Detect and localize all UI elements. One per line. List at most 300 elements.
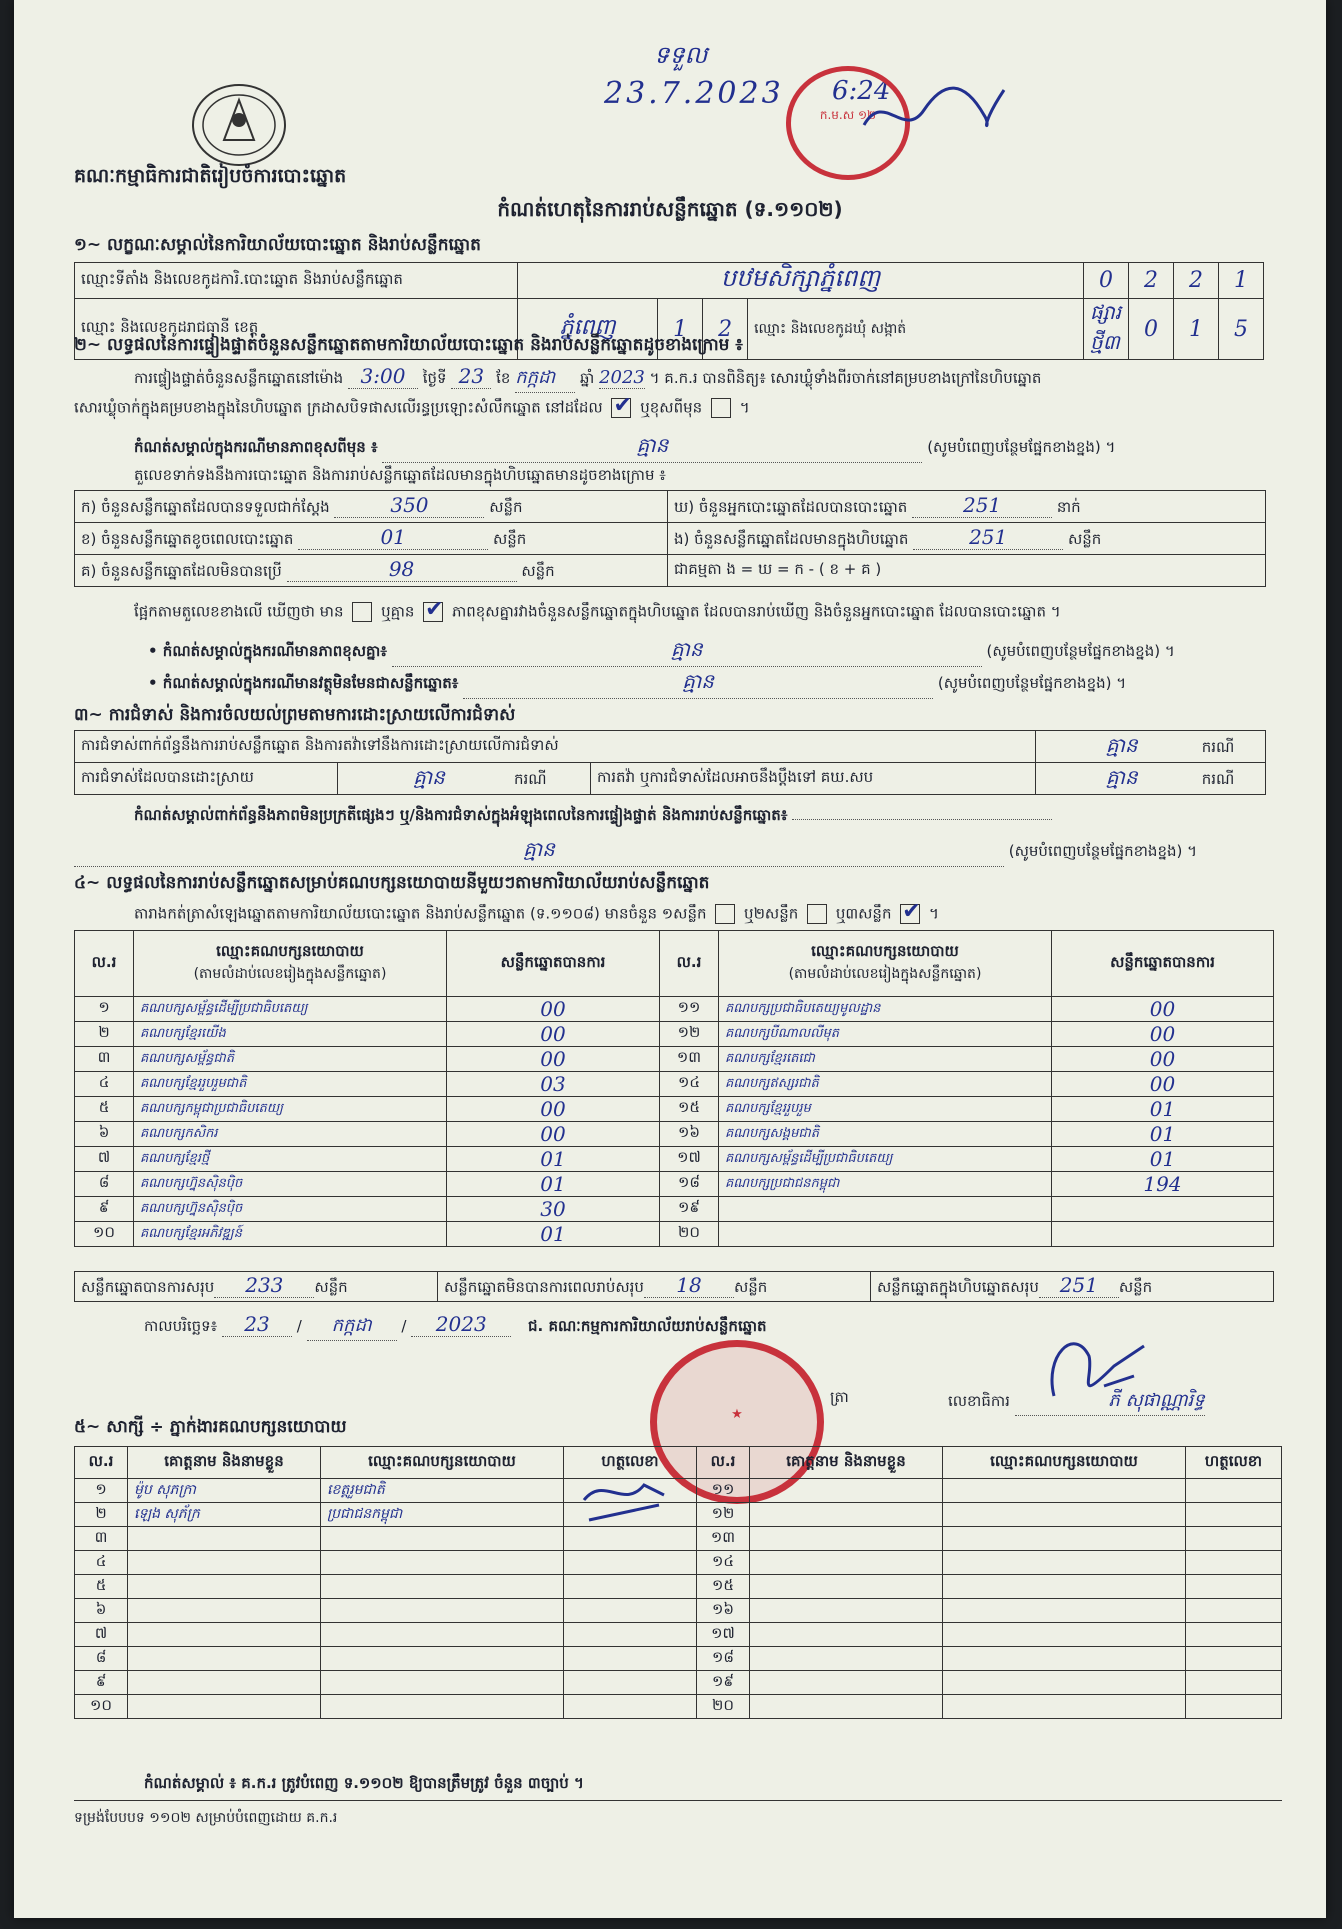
spoiled-ballots-label: ខ) ចំនួនសន្លឹកឆ្នោតខូចពេលបោះឆ្នោត <box>81 530 294 548</box>
party-result-row <box>75 1122 1274 1147</box>
witness-party <box>943 1695 1186 1719</box>
station-code-digit: 1 <box>1219 263 1264 299</box>
verify-line2-text: សោរឃ្លុំចាក់ក្នុងគម្របខាងក្នុងនៃហិបឆ្នោត ក្រដាសបិទផាសលើរន្ធប្រឡោះសំលឹកឆ្នោត នៅដដែល <box>74 398 603 417</box>
date-line: កាលបរិច្ឆេទ៖ 23 / កក្កដា / 2023 ជ. គណៈកម្មការការិយាល័យរាប់សន្លឹកឆ្នោត <box>144 1312 767 1341</box>
total-box-label: សន្លឹកឆ្នោតក្នុងហិបឆ្នោតសរុប <box>877 1278 1039 1296</box>
party-name: គណបក្សខ្មែរតេជោ <box>719 1047 1052 1072</box>
col-no: ល.រ <box>75 931 134 997</box>
section4-heading: ៤~ លទ្ធផលនៃការរាប់សន្លឹកឆ្នោតសម្រាប់គណបក្សនយោបាយនីមួយៗតាមការិយាល័យរាប់សន្លឹកឆ្នោត <box>74 873 710 893</box>
date-day: 23 <box>222 1312 292 1337</box>
witness-party: ខេត្តរួមជាតិ <box>321 1479 564 1503</box>
witness-party <box>321 1599 564 1623</box>
two-sheet-label: ឬ២សន្លឹក <box>744 904 799 923</box>
changed-label: ឬខុសពីមុន <box>640 398 703 417</box>
appeal-value: គ្មាន <box>1105 764 1138 789</box>
col-name: គោត្តនាម និងនាមខ្លួន <box>750 1447 943 1479</box>
col-no: ល.រ <box>660 931 719 997</box>
witness-name <box>750 1551 943 1575</box>
witness-name <box>128 1623 321 1647</box>
party-name: គណបក្សខ្មែររួបរួម <box>719 1097 1052 1122</box>
committee-name: គណៈកម្មាធិការជាតិរៀបចំការបោះឆ្នោត <box>74 165 347 187</box>
party-votes <box>1052 1197 1274 1222</box>
witness-party <box>321 1575 564 1599</box>
witness-signature-cell <box>1186 1575 1282 1599</box>
col-party: ឈ្មោះគណបក្សនយោបាយ <box>811 942 959 960</box>
box-ballots-value: 251 <box>913 525 1063 550</box>
party-no: ៥ <box>75 1097 134 1122</box>
tally-intro: តារាងកត់ត្រាសំឡេងឆ្នោតតាមការិយាល័យបោះឆ្នោត និងរាប់សន្លឹកឆ្នោត (ទ.១១០៨) មានចំនួន ១សន្លឹក <box>134 904 707 923</box>
witness-party: ប្រជាជនកម្ពុជា <box>321 1503 564 1527</box>
witness-name <box>128 1551 321 1575</box>
discrepancy-none-label: ឬគ្មាន <box>381 602 415 621</box>
verify-year-label: ឆ្នាំ <box>579 369 595 387</box>
witness-signature-cell <box>1186 1599 1282 1623</box>
witness-party <box>321 1527 564 1551</box>
witness-name <box>128 1599 321 1623</box>
col-no: ល.រ <box>75 1447 128 1479</box>
witness-party <box>321 1647 564 1671</box>
station-name-value: បឋមសិក្សាភ្នំពេញ <box>518 263 1084 299</box>
witness-name <box>750 1695 943 1719</box>
party-votes: 00 <box>447 1122 660 1147</box>
party-no: ២០ <box>660 1222 719 1247</box>
section3-heading: ៣~ ការជំទាស់ និងការចំលយល់ព្រមតាមការដោះស្រាយលើការជំទាស់ <box>74 705 516 725</box>
party-results-table <box>74 930 1274 1247</box>
witness-no: ១៩ <box>697 1671 750 1695</box>
diff-note <box>148 636 1175 667</box>
change-note-label: កំណត់សម្គាល់ក្នុងករណីមានភាពខុសពីមុន ៖ <box>134 438 378 456</box>
footer-divider <box>74 1800 1282 1801</box>
col-sign: ហត្ថលេខា <box>1186 1447 1282 1479</box>
witness-no: ១២ <box>697 1503 750 1527</box>
party-name: គណបក្សសម្ព័ន្ធដើម្បីប្រជាធិបតេយ្យ <box>134 997 447 1022</box>
witness-no: ២ <box>75 1503 128 1527</box>
party-no: ១៧ <box>660 1147 719 1172</box>
col-party: ឈ្មោះគណបក្សនយោបាយ <box>943 1447 1186 1479</box>
diff-note-hint: (សូមបំពេញបន្ថែមផ្នែកខាងខ្នង) ។ <box>986 642 1175 660</box>
witness-signature <box>574 1470 674 1530</box>
discrepancy-has-label: ផ្អែកតាមតួលេខខាងលើ ឃើញថា មាន <box>134 602 344 621</box>
received-time: 6:24 <box>832 76 891 106</box>
witness-signature-cell <box>564 1623 697 1647</box>
unit: ករណី <box>1201 737 1235 756</box>
witness-row <box>75 1623 1282 1647</box>
date-label: កាលបរិច្ឆេទ៖ <box>144 1317 218 1335</box>
unit: ករណី <box>514 769 547 788</box>
one-sheet-checkbox[interactable] <box>715 904 735 924</box>
party-no: ១៩ <box>660 1197 719 1222</box>
totals-table <box>74 1271 1274 1302</box>
party-votes: 00 <box>1052 1072 1274 1097</box>
commune-label: ឈ្មោះ និងលេខកូដឃុំ សង្កាត់ <box>748 299 1084 360</box>
station-name-label: ឈ្មោះទីតាំង និងលេខកូដការិ.បោះឆ្នោត និងរាប់សន្លឹកឆ្នោត <box>75 263 518 299</box>
party-no: ១៣ <box>660 1047 719 1072</box>
irregularity-note-value: គ្មាន <box>74 836 1004 867</box>
unit: សន្លឹក <box>492 530 527 548</box>
stamp-label: ត្រា <box>830 1388 849 1406</box>
party-votes: 01 <box>1052 1097 1274 1122</box>
emblem <box>184 80 294 170</box>
party-no: ១៤ <box>660 1072 719 1097</box>
witness-row <box>75 1599 1282 1623</box>
province-code-digit: 1 <box>658 299 703 360</box>
commune-code-digit: 0 <box>1129 299 1174 360</box>
verification-line1 <box>134 364 1041 393</box>
verify-month: កក្កដា <box>515 365 575 393</box>
witness-signature-cell <box>564 1551 697 1575</box>
party-votes: 00 <box>447 1097 660 1122</box>
party-name: គណបក្សខ្មែររួបរួមជាតិ <box>134 1072 447 1097</box>
party-no: ១៦ <box>660 1122 719 1147</box>
irregularity-note-label-row <box>134 806 1052 828</box>
two-sheet-checkbox[interactable] <box>807 904 827 924</box>
witness-signature-cell <box>1186 1479 1282 1503</box>
witness-party <box>943 1575 1186 1599</box>
party-result-row <box>75 1097 1274 1122</box>
party-result-row <box>75 997 1274 1022</box>
witness-party <box>943 1479 1186 1503</box>
witness-signature-cell <box>564 1575 697 1599</box>
total-valid-value: 233 <box>214 1273 314 1298</box>
witness-party <box>943 1623 1186 1647</box>
discrepancy-line <box>134 602 1061 625</box>
witness-signature-cell <box>564 1695 697 1719</box>
witness-name <box>750 1503 943 1527</box>
witness-party <box>943 1599 1186 1623</box>
other-note <box>148 668 1126 699</box>
formula: ជាគម្មតា ង = ឃ = ក - ( ខ + គ ) <box>668 555 1266 587</box>
box-ballots-label: ង) ចំនួនសន្លឹកឆ្នោតដែលមានក្នុងហិបឆ្នោត <box>674 530 909 548</box>
received-ballots-value: 350 <box>334 493 484 518</box>
witness-party <box>943 1527 1186 1551</box>
province-label: ឈ្មោះ និងលេខកូដរាជធានី ខេត្ត <box>75 299 518 360</box>
objection-label: ការជំទាស់ពាក់ព័ន្ធនឹងការរាប់សន្លឹកឆ្នោត និងការតវ៉ាទៅនឹងការដោះស្រាយលើការជំទាស់ <box>75 731 1036 763</box>
verify-year: 2023 <box>599 367 645 388</box>
section1-heading: ១~ លក្ខណៈសម្គាល់នៃការិយាល័យបោះឆ្នោត និងរាប់សន្លឹកឆ្នោត <box>74 235 481 255</box>
tally-sheet-count: តារាងកត់ត្រាសំឡេងឆ្នោតតាមការិយាល័យបោះឆ្នោត និងរាប់សន្លឹកឆ្នោត (ទ.១១០៨) មានចំនួន ១សន្លឹក ឬ២សន្លឹក ឬ៣សន្លឹក ✔ ។ <box>134 904 939 927</box>
witness-signature-cell <box>564 1647 697 1671</box>
witness-row <box>75 1503 1282 1527</box>
date-year: 2023 <box>411 1312 511 1337</box>
section5-heading: ៥~ សាក្សី ÷ ភ្នាក់ងារគណបក្សនយោបាយ <box>74 1417 347 1437</box>
witness-no: ១៣ <box>697 1527 750 1551</box>
unit: សន្លឹក <box>1067 530 1102 548</box>
party-votes: 00 <box>447 997 660 1022</box>
col-party-sub: (តាមលំដាប់លេខរៀងក្នុងសន្លឹកឆ្នោត) <box>193 966 387 982</box>
witness-row <box>75 1479 1282 1503</box>
party-no: ១១ <box>660 997 719 1022</box>
party-name: គណបក្សកសិករ <box>134 1122 447 1147</box>
witness-signature-cell <box>1186 1527 1282 1551</box>
party-votes: 194 <box>1052 1172 1274 1197</box>
witness-no: ១៤ <box>697 1551 750 1575</box>
party-no: ១ <box>75 997 134 1022</box>
witness-no: ១៨ <box>697 1647 750 1671</box>
col-sign: ហត្ថលេខា <box>564 1447 697 1479</box>
party-result-row <box>75 1197 1274 1222</box>
party-name: គណបក្សបីណាលលីមុត <box>719 1022 1052 1047</box>
station-code-digit: 0 <box>1084 263 1129 299</box>
party-no: ២ <box>75 1022 134 1047</box>
witness-signature-cell <box>564 1671 697 1695</box>
witness-party <box>321 1671 564 1695</box>
party-name: គណបក្សកម្ពុជាប្រជាធិបតេយ្យ <box>134 1097 447 1122</box>
witness-name <box>750 1575 943 1599</box>
date-month: កក្កដា <box>307 1313 397 1341</box>
other-note-value: គ្មាន <box>463 668 933 699</box>
three-sheet-checkbox[interactable] <box>900 904 920 924</box>
witness-row <box>75 1551 1282 1575</box>
witness-signature-cell <box>1186 1551 1282 1575</box>
party-name <box>719 1197 1052 1222</box>
witness-row <box>75 1575 1282 1599</box>
party-votes: 01 <box>447 1172 660 1197</box>
witness-row <box>75 1671 1282 1695</box>
committee-label: ជ. គណៈកម្មការការិយាល័យរាប់សន្លឹកឆ្នោត <box>528 1317 767 1335</box>
secretary-signature <box>1034 1316 1154 1416</box>
receiver-signature <box>854 70 1014 150</box>
total-invalid-label: សន្លឹកឆ្នោតមិនបានការពេលរាប់សរុប <box>444 1278 644 1296</box>
unit: សន្លឹក <box>521 562 555 580</box>
party-votes: 01 <box>447 1147 660 1172</box>
col-votes: សន្លឹកឆ្នោតបានការ <box>447 931 660 997</box>
verify-day: 23 <box>451 364 491 389</box>
party-votes: 00 <box>1052 1022 1274 1047</box>
verify-day-label: ថ្ងៃទី <box>422 369 447 387</box>
party-votes: 00 <box>1052 997 1274 1022</box>
diff-note-value: គ្មាន <box>392 636 982 667</box>
party-no: ៤ <box>75 1072 134 1097</box>
party-name: គណបក្សសម្ព័ន្ធដើម្បីប្រជាធិបតេយ្យ <box>719 1147 1052 1172</box>
province-value: ភ្នំពេញ <box>518 299 658 360</box>
objection-value: គ្មាន <box>1105 732 1138 757</box>
party-no: ១២ <box>660 1022 719 1047</box>
party-name: គណបក្សខ្មែរយើង <box>134 1022 447 1047</box>
witness-table <box>74 1446 1282 1719</box>
witness-name <box>750 1527 943 1551</box>
ballot-counts-table <box>74 490 1266 587</box>
col-party: ឈ្មោះគណបក្សនយោបាយ <box>321 1447 564 1479</box>
section5-note: កំណត់សម្គាល់ ៖ គ.ក.រ ត្រូវបំពេញ ទ.១១០២ ឱ្យបានត្រឹមត្រូវ ចំនួន ៣ច្បាប់ ។ <box>144 1774 584 1792</box>
witness-no: ៣ <box>75 1527 128 1551</box>
total-box-value: 251 <box>1039 1273 1119 1298</box>
witness-signature-cell <box>564 1527 697 1551</box>
witness-signature-cell <box>564 1599 697 1623</box>
party-no: ៧ <box>75 1147 134 1172</box>
irregularity-note-label: កំណត់សម្គាល់ពាក់ព័ន្ធនឹងភាពមិនប្រក្រតីផ្សេងៗ ឬ/និងការជំទាស់ក្នុងអំឡុងពេលនៃការផ្ទៀងផ្ទាត់ និងការរាប់សន្លឹកឆ្នោត៖ <box>134 806 788 824</box>
witness-signature-cell <box>1186 1671 1282 1695</box>
witness-row <box>75 1695 1282 1719</box>
col-no: ល.រ <box>697 1447 750 1479</box>
party-no: ១៨ <box>660 1172 719 1197</box>
witness-party <box>943 1671 1186 1695</box>
party-name: គណបក្សហ្វ៊ុនស៊ិនប៉ិច <box>134 1172 447 1197</box>
ballot-count-record-sheet <box>14 0 1326 1918</box>
received-ballots-label: ក) ចំនួនសន្លឹកឆ្នោតដែលបានទទួលជាក់ស្តែង <box>81 498 330 516</box>
party-no: ៣ <box>75 1047 134 1072</box>
witness-no: ១៦ <box>697 1599 750 1623</box>
witness-name <box>750 1599 943 1623</box>
party-name: គណបក្សខ្មែរថ្មី <box>134 1147 447 1172</box>
commune-code-digit: 1 <box>1174 299 1219 360</box>
counts-intro: តួលេខទាក់ទងនឹងការបោះឆ្នោត និងការរាប់សន្លឹកឆ្នោតដែលមានក្នុងហិបឆ្នោតមានដូចខាងក្រោម ៖ <box>134 466 666 484</box>
unit: សន្លឹក <box>314 1278 348 1296</box>
party-no: ៦ <box>75 1122 134 1147</box>
station-code-digit: 2 <box>1174 263 1219 299</box>
witness-party <box>321 1695 564 1719</box>
party-votes: 00 <box>447 1022 660 1047</box>
spoiled-ballots-value: 01 <box>298 525 488 550</box>
unit: សន្លឹក <box>1118 1278 1153 1296</box>
witness-no: ១៥ <box>697 1575 750 1599</box>
footer-text: ទម្រង់បែបបទ ១១០២ សម្រាប់បំពេញដោយ គ.ក.រ <box>74 1810 338 1826</box>
witness-no: ២០ <box>697 1695 750 1719</box>
change-note-value: គ្មាន <box>382 432 922 463</box>
witness-no: ១០ <box>75 1695 128 1719</box>
witness-row <box>75 1647 1282 1671</box>
verify-intro-end: ។ គ.ក.រ បានពិនិត្យ៖ សោរឃ្លុំទាំងពីរចាក់នៅគម្របខាងក្រៅនៃហិបឆ្នោត <box>649 369 1042 387</box>
party-no: ៨ <box>75 1172 134 1197</box>
party-name: គណបក្សសម្ព័ន្ធជាតិ <box>134 1047 447 1072</box>
discrepancy-text: ភាពខុសគ្នារវាងចំនួនសន្លឹកឆ្នោតក្នុងហិបឆ្នោត ដែលបានរាប់ឃើញ និងចំនួនអ្នកបោះឆ្នោត ដែលបានបោះឆ្នោត ។ <box>451 602 1061 621</box>
party-no: ១០ <box>75 1222 134 1247</box>
party-votes: 01 <box>1052 1147 1274 1172</box>
resolved-value: គ្មាន <box>413 764 445 789</box>
party-result-row <box>75 1022 1274 1047</box>
witness-no: ១១ <box>697 1479 750 1503</box>
witness-party <box>943 1503 1186 1527</box>
other-note-hint: (សូមបំពេញបន្ថែមផ្នែកខាងខ្នង) ។ <box>937 674 1127 692</box>
received-note: ទទួល <box>654 41 708 69</box>
witness-no: ៥ <box>75 1575 128 1599</box>
witness-row <box>75 1527 1282 1551</box>
party-name: គណបក្សឥស្សរជាតិ <box>719 1072 1052 1097</box>
witness-no: ៨ <box>75 1647 128 1671</box>
received-date: 23.7.2023 <box>604 76 784 111</box>
party-name: គណបក្សខ្មែរអភិវឌ្ឍន៍ <box>134 1222 447 1247</box>
verify-time: 3:00 <box>348 364 418 389</box>
witness-name: ឡេង សុភ័ក្រ <box>128 1503 321 1527</box>
witness-party <box>943 1647 1186 1671</box>
party-result-row <box>75 1222 1274 1247</box>
same-checkbox[interactable] <box>611 398 631 418</box>
party-result-row <box>75 1147 1274 1172</box>
witness-signature-cell <box>1186 1623 1282 1647</box>
total-valid-label: សន្លឹកឆ្នោតបានការសរុប <box>81 1278 215 1296</box>
witness-party <box>321 1551 564 1575</box>
party-name: គណបក្សប្រជាជនកម្ពុជា <box>719 1172 1052 1197</box>
party-no: ៩ <box>75 1197 134 1222</box>
party-votes: 01 <box>1052 1122 1274 1147</box>
party-votes: 00 <box>1052 1047 1274 1072</box>
party-name: គណបក្សសង្គមជាតិ <box>719 1122 1052 1147</box>
witness-no: ៩ <box>75 1671 128 1695</box>
resolved-label: ការជំទាស់ដែលបានដោះស្រាយ <box>75 763 338 795</box>
party-result-row <box>75 1047 1274 1072</box>
changed-checkbox[interactable] <box>711 398 731 418</box>
total-invalid-value: 18 <box>644 1273 734 1298</box>
witness-name <box>128 1527 321 1551</box>
verify-month-label: ខែ <box>496 369 511 387</box>
voters-value: 251 <box>912 493 1052 518</box>
irregularity-note-row <box>74 836 1197 867</box>
party-votes: 30 <box>447 1197 660 1222</box>
secretary-name: ភី សុផាណ្ណារិទ្ធ <box>1015 1388 1205 1416</box>
witness-no: ១៧ <box>697 1623 750 1647</box>
party-votes: 00 <box>447 1047 660 1072</box>
change-note <box>134 432 1115 463</box>
document-title: កំណត់ហេតុនៃការរាប់សន្លឹកឆ្នោត (ទ.១១០២) <box>497 197 843 221</box>
witness-no: ៦ <box>75 1599 128 1623</box>
witness-name <box>750 1671 943 1695</box>
change-note-hint: (សូមបំពេញបន្ថែមផ្នែកខាងខ្នង) ។ <box>927 438 1116 456</box>
party-name: គណបក្សប្រជាធិបតេយ្យមូលដ្ឋាន <box>719 997 1052 1022</box>
three-sheet-label: ឬ៣សន្លឹក <box>835 904 892 923</box>
secretary-label: លេខាធិការ <box>948 1392 1010 1410</box>
unit: នាក់ <box>1056 498 1081 516</box>
witness-no: ១ <box>75 1479 128 1503</box>
witness-name <box>128 1575 321 1599</box>
witness-signature-cell <box>1186 1647 1282 1671</box>
objections-table <box>74 730 1266 795</box>
other-note-label: • កំណត់សម្គាល់ក្នុងករណីមានវត្ថុមិនមែនជាសន្លឹកឆ្នោត៖ <box>148 674 459 692</box>
party-votes: 03 <box>447 1072 660 1097</box>
verification-line2: សោរឃ្លុំចាក់ក្នុងគម្របខាងក្នុងនៃហិបឆ្នោត ក្រដាសបិទផាសលើរន្ធប្រឡោះសំលឹកឆ្នោត នៅដដែល ✔ ឬខុសពីមុន ។ <box>74 398 750 421</box>
witness-name <box>750 1623 943 1647</box>
verify-time-label: ការផ្ទៀងផ្ទាត់ចំនួនសន្លឹកឆ្នោតនៅម៉ោង <box>134 369 344 387</box>
party-result-row <box>75 1172 1274 1197</box>
col-name: គោត្តនាម និងនាមខ្លួន <box>128 1447 321 1479</box>
party-result-row <box>75 1072 1274 1097</box>
appeal-label: ការតវ៉ា ឬការជំទាស់ដែលអាចនឹងប្តឹងទៅ គឃ.សប <box>591 763 1036 795</box>
col-party: ឈ្មោះគណបក្សនយោបាយ <box>216 942 364 960</box>
no-discrepancy-checkbox[interactable] <box>423 602 443 622</box>
has-discrepancy-checkbox[interactable] <box>352 602 372 622</box>
witness-name: ម៉ូប សុភក្រា <box>128 1479 321 1503</box>
witness-no: ៤ <box>75 1551 128 1575</box>
station-code-digit: 2 <box>1129 263 1174 299</box>
party-name: គណបក្សហ្វ៊ុនស៊ិនប៉ិច <box>134 1197 447 1222</box>
voters-label: ឃ) ចំនួនអ្នកបោះឆ្នោតដែលបានបោះឆ្នោត <box>674 498 908 516</box>
witness-name <box>750 1647 943 1671</box>
witness-name <box>750 1479 943 1503</box>
irregularity-note-hint: (សូមបំពេញបន្ថែមផ្នែកខាងខ្នង) ។ <box>1008 842 1198 860</box>
received-stamp-code: ក.ម.ស ១២ <box>819 108 877 122</box>
party-no: ១៥ <box>660 1097 719 1122</box>
unused-ballots-value: 98 <box>287 557 517 582</box>
commune-code-digit: 5 <box>1219 299 1264 360</box>
official-stamp: ★ <box>650 1340 824 1504</box>
witness-name <box>128 1671 321 1695</box>
commune-value: ផ្សារថ្មី៣ <box>1084 299 1129 360</box>
unit: ករណី <box>1201 769 1235 788</box>
witness-no: ៧ <box>75 1623 128 1647</box>
witness-signature-cell <box>1186 1503 1282 1527</box>
col-party-sub: (តាមលំដាប់លេខរៀងក្នុងសន្លឹកឆ្នោត) <box>788 966 982 982</box>
unit: សន្លឹក <box>489 498 523 516</box>
col-votes: សន្លឹកឆ្នោតបានការ <box>1052 931 1274 997</box>
party-name <box>719 1222 1052 1247</box>
witness-name <box>128 1695 321 1719</box>
witness-party <box>943 1551 1186 1575</box>
witness-name <box>128 1647 321 1671</box>
witness-signature-cell <box>1186 1695 1282 1719</box>
witness-party <box>321 1623 564 1647</box>
unused-ballots-label: គ) ចំនួនសន្លឹកឆ្នោតដែលមិនបានប្រើ <box>81 562 282 580</box>
section2-heading: ២~ លទ្ធផលនៃការផ្ទៀងផ្ទាត់ចំនួនសន្លឹកឆ្នោតតាមការិយាល័យបោះឆ្នោត និងរាប់សន្លឹកឆ្នោតដូចខាងក្រោម ៖ <box>74 335 743 355</box>
party-votes <box>1052 1222 1274 1247</box>
unit: សន្លឹក <box>733 1278 768 1296</box>
